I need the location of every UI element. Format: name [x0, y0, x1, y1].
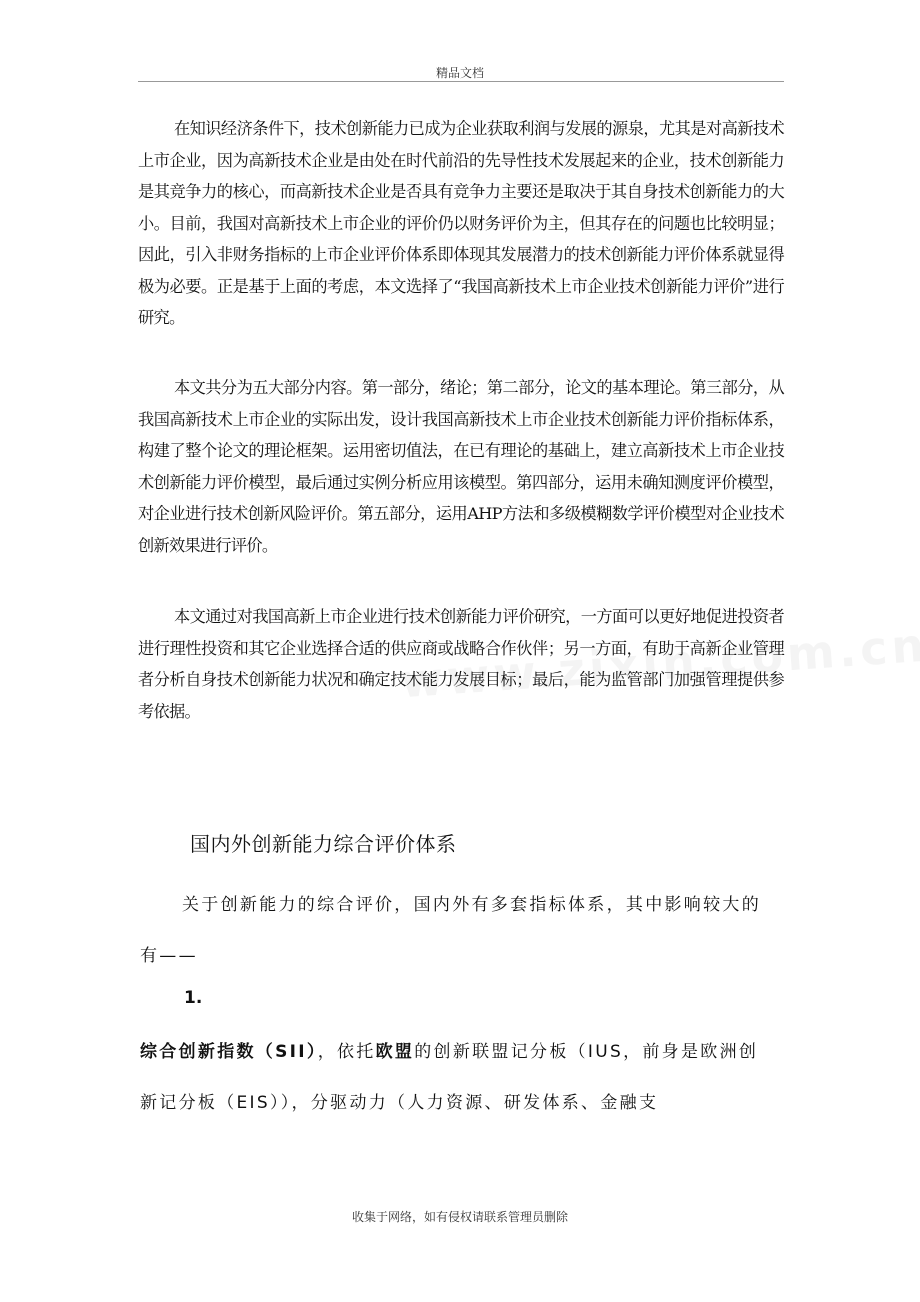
page-footer: 收集于网络，如有侵权请联系管理员删除	[351, 1210, 568, 1224]
sii-text-before-org: ，依托	[317, 1042, 376, 1062]
sii-text-after-org: 的创新联盟记分板（IUS，前身是欧洲创新记分板（EIS）），分驱动力（人力资源、研发体系、金融支	[140, 1042, 759, 1113]
list-number: 1.	[184, 988, 203, 1008]
sii-term: 综合创新指数（SII）	[140, 1042, 318, 1062]
page-header: 精品文档	[435, 66, 484, 80]
body-paragraph-2: 本文共分为五大部分内容。第一部分，绪论；第二部分，论文的基本理论。第三部分，从我国高新技术上市企业的实际出发，设计我国高新技术上市企业技术创新能力评价指标体系，构建了整个论文的理论框架。运用密切值法，在已有理论的基础上，建立高新技术上市企业技术创新能力评价模型，最后通过实例分析应用该模型。第四部分，运用未确知测度评价模型，对企业进行技术创新风险评价。第五部分，运用AHP方法和多级模糊数学评价模型对企业技术创新效果进行评价。	[138, 378, 784, 555]
body-paragraph-1: 在知识经济条件下，技术创新能力已成为企业获取利润与发展的源泉，尤其是对高新技术上市企业，因为高新技术企业是由处在时代前沿的先导性技术发展起来的企业，技术创新能力是其竞争力的核心，而高新技术企业是否具有竞争力主要还是取决于其自身技术创新能力的大小。目前，我国对高新技术上市企业的评价仍以财务评价为主，但其存在的问题也比较明显；因此，引入非财务指标的上市企业评价体系即体现其发展潜力的技术创新能力评价体系就显得极为必要。正是基于上面的考虑，本文选择了“我国高新技术上市企业技术创新能力评价”进行研究。	[138, 119, 784, 327]
body-paragraph-3: 本文通过对我国高新上市企业进行技术创新能力评价研究，一方面可以更好地促进投资者进行理性投资和其它企业选择合适的供应商或战略合作伙伴；另一方面，有助于高新企业管理者分析自身技术创新能力状况和确定技术能力发展目标；最后，能为监管部门加强管理提供参考依据。	[138, 607, 784, 721]
section-intro-paragraph: 关于创新能力的综合评价，国内外有多套指标体系，其中影响较大的有——	[140, 895, 761, 966]
section-title: 国内外创新能力综合评价体系	[190, 832, 457, 856]
header-divider	[138, 81, 784, 82]
sii-paragraph	[140, 1027, 772, 1129]
sii-org: 欧盟	[375, 1042, 415, 1062]
